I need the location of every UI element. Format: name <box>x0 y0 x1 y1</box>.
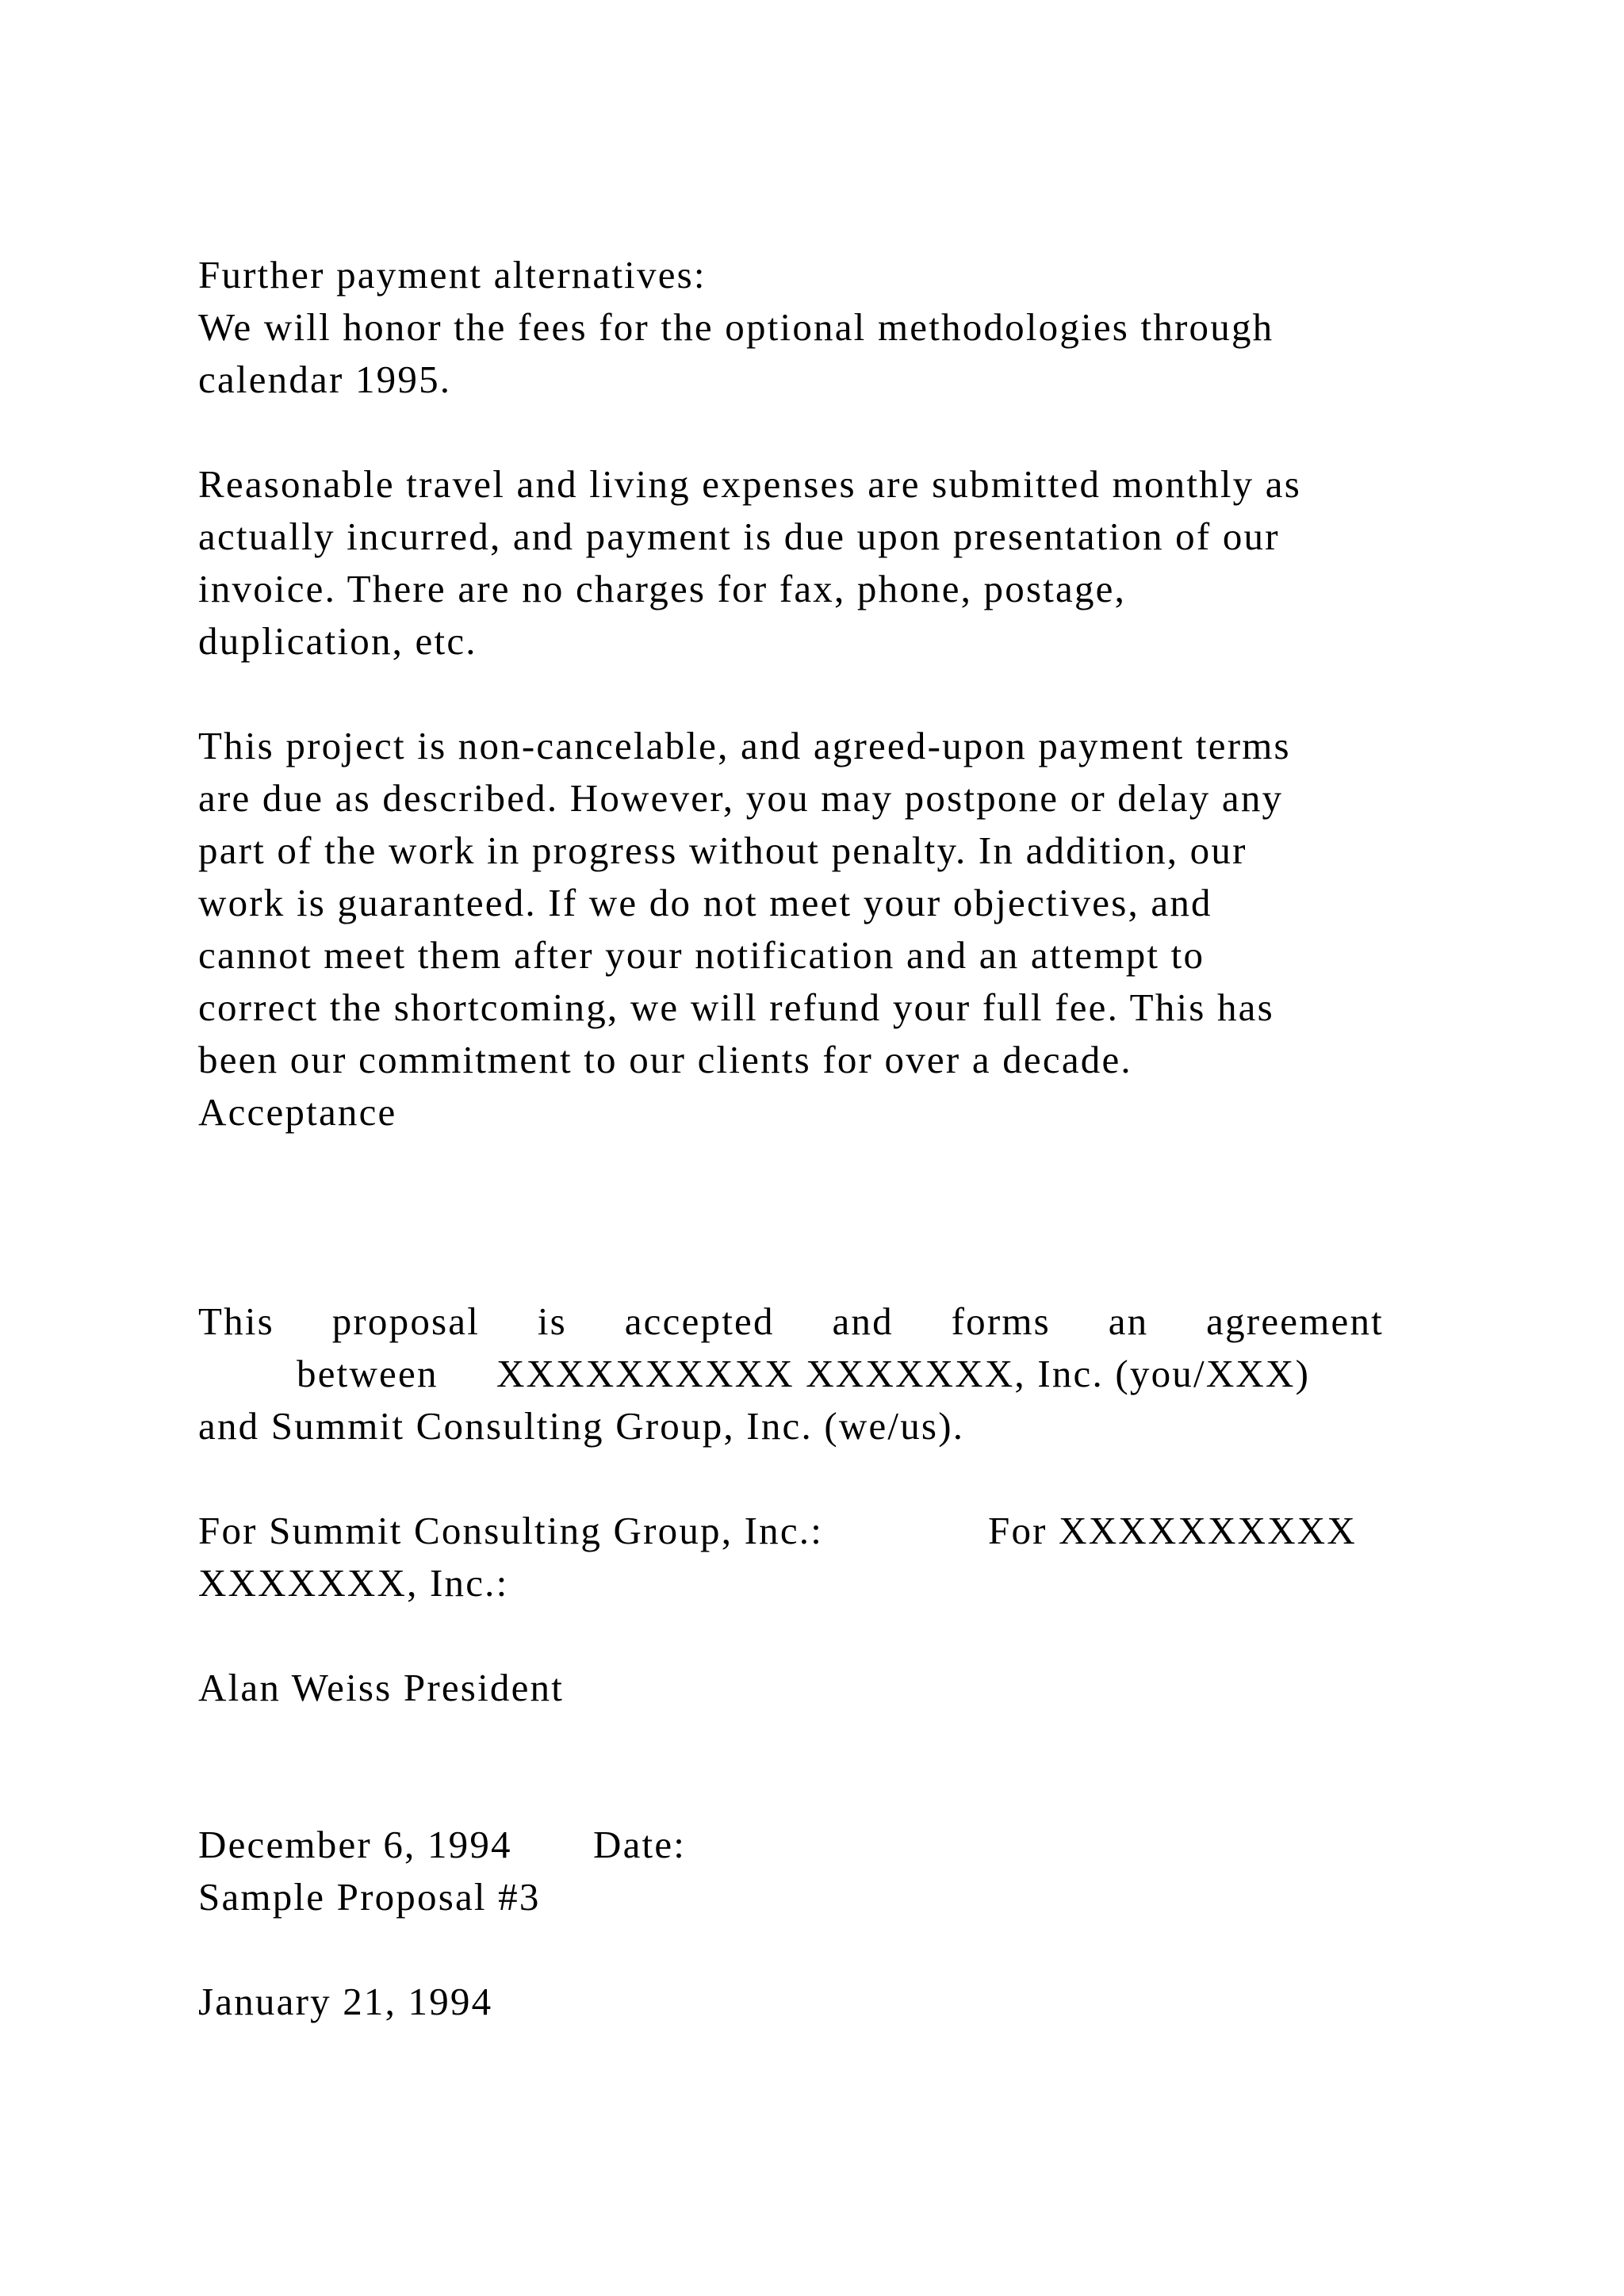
terms-line: cannot meet them after your notification and an attempt to <box>198 933 1205 977</box>
signature-left-label: For Summit Consulting Group, Inc.: <box>198 1509 824 1552</box>
terms-line: correct the shortcoming, we will refund your full fee. This has <box>198 985 1274 1029</box>
signature-right-label-cont: XXXXXXX, Inc.: <box>198 1561 509 1605</box>
acceptance-word: is <box>537 1299 567 1343</box>
terms-line: part of the work in progress without penalty. In addition, our <box>198 828 1247 872</box>
signature-right-label: For XXXXXXXXXX <box>988 1509 1357 1552</box>
date-left: December 6, 1994 <box>198 1823 512 1866</box>
acceptance-word: accepted <box>624 1299 775 1343</box>
terms-line: work is guaranteed. If we do not meet your objectives, and <box>198 881 1212 924</box>
acceptance-word: an <box>1108 1299 1149 1343</box>
acceptance-heading: Acceptance <box>198 1090 397 1134</box>
terms-line: been our commitment to our clients for over a decade. <box>198 1038 1132 1081</box>
signer-name: Alan Weiss President <box>198 1666 565 1709</box>
expenses-line: actually incurred, and payment is due upon presentation of our <box>198 515 1280 558</box>
expenses-line: duplication, etc. <box>198 619 477 663</box>
honor-line-1: We will honor the fees for the optional methodologies through <box>198 305 1274 349</box>
terms-line: are due as described. However, you may postpone or delay any <box>198 776 1284 820</box>
payment-heading: Further payment alternatives: <box>198 253 707 297</box>
acceptance-word: agreement <box>1206 1299 1384 1343</box>
acceptance-word: forms <box>951 1299 1051 1343</box>
date-right-label: Date: <box>593 1823 687 1866</box>
acceptance-line-1 <box>198 1295 1384 1348</box>
acceptance-line-2-start: between <box>297 1352 439 1395</box>
acceptance-word: proposal <box>331 1299 481 1343</box>
expenses-line: invoice. There are no charges for fax, phone, postage, <box>198 567 1127 610</box>
next-proposal-date: January 21, 1994 <box>198 1980 493 2023</box>
expenses-line: Reasonable travel and living expenses are submitted monthly as <box>198 462 1302 506</box>
acceptance-line-2-end: XXXXXXXXXX XXXXXXX, Inc. (you/XXX) <box>496 1352 1311 1395</box>
acceptance-word: This <box>198 1299 274 1343</box>
next-proposal-title: Sample Proposal #3 <box>198 1875 541 1919</box>
acceptance-word: and <box>832 1299 894 1343</box>
terms-line: This project is non-cancelable, and agreed-upon payment terms <box>198 724 1291 767</box>
honor-line-2: calendar 1995. <box>198 358 452 401</box>
acceptance-line-3: and Summit Consulting Group, Inc. (we/us). <box>198 1404 965 1448</box>
